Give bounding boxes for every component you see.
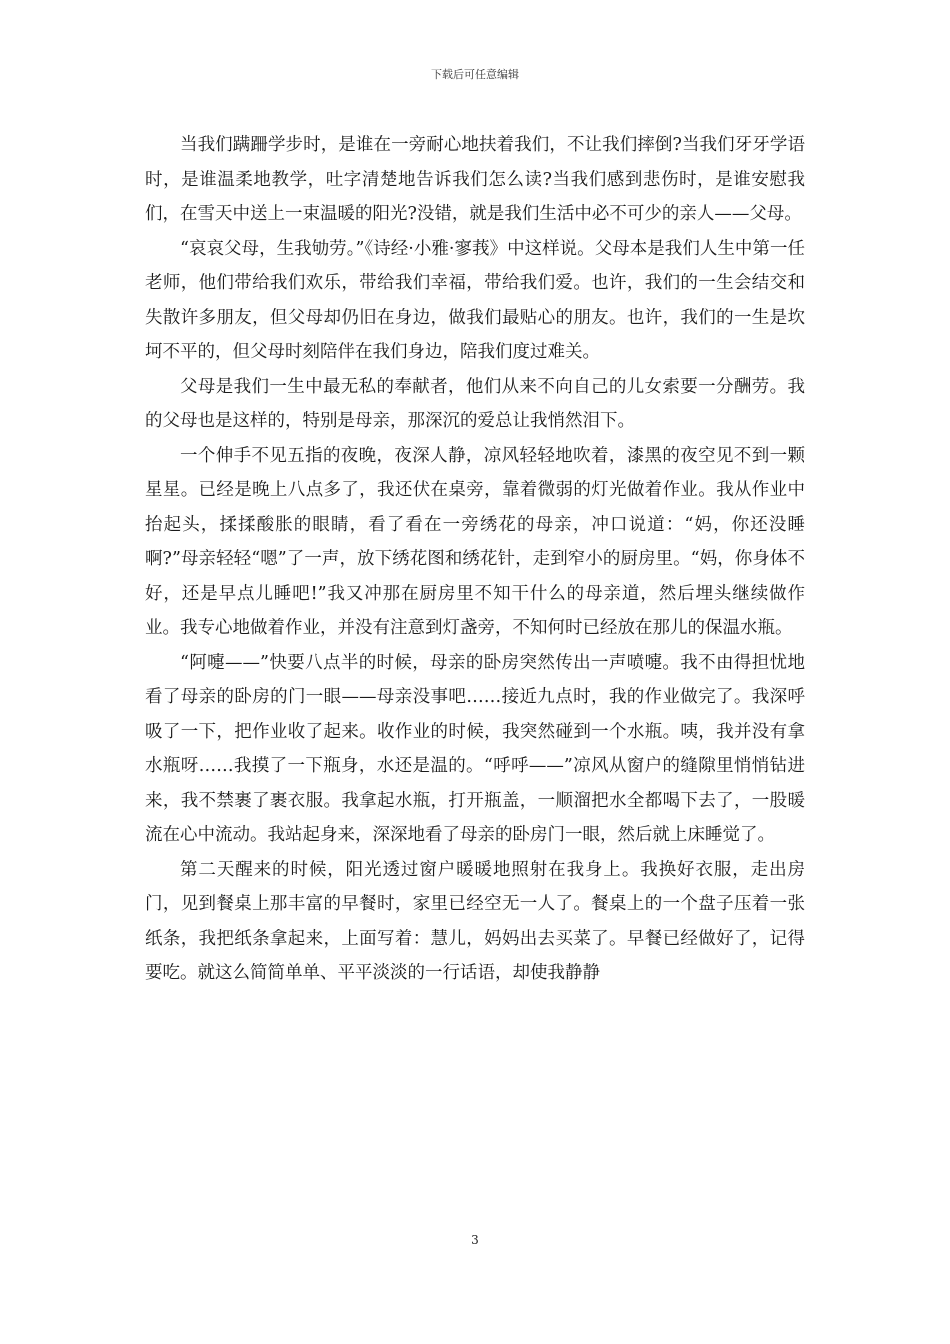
document-body [145,128,805,991]
paragraph-2: “哀哀父母，生我劬劳。”《诗经·小雅·寥莪》中这样说。父母本是我们人生中第一任老师，他们带给我们欢乐，带给我们幸福，带给我们爱。也许，我们的一生会结交和失散许多朋友，但父母却仍旧在身边，做我们最贴心的朋友。也许，我们的一生是坎坷不平的，但父母时刻陪伴在我们身边，陪我们度过难关。 [145,238,805,362]
paragraph-5: “阿嚏——”快要八点半的时候，母亲的卧房突然传出一声喷嚏。我不由得担忧地看了母亲的卧房的门一眼——母亲没事吧……接近九点时，我的作业做完了。我深呼吸了一下，把作业收了起来。收作业的时候，我突然碰到一个水瓶。咦，我并没有拿水瓶呀……我摸了一下瓶身，水还是温的。“呼呼——”凉风从窗户的缝隙里悄悄钻进来，我不禁裹了裹衣服。我拿起水瓶，打开瓶盖，一顺溜把水全都喝下去了，一股暖流在心中流动。我站起身来，深深地看了母亲的卧房门一眼，然后就上床睡觉了。 [145,652,805,845]
paragraph-6: 第二天醒来的时候，阳光透过窗户暖暖地照射在我身上。我换好衣服，走出房门，见到餐桌上那丰富的早餐时，家里已经空无一人了。餐桌上的一个盘子压着一张纸条，我把纸条拿起来，上面写着：慧儿，妈妈出去买菜了。早餐已经做好了，记得要吃。就这么简简单单、平平淡淡的一行话语，却使我静静 [145,859,805,983]
page-header: 下载后可任意编辑 [431,68,519,81]
paragraph-1: 当我们蹒跚学步时，是谁在一旁耐心地扶着我们，不让我们摔倒?当我们牙牙学语时，是谁温柔地教学，吐字清楚地告诉我们怎么读?当我们感到悲伤时，是谁安慰我们，在雪天中送上一束温暖的阳光?没错，就是我们生活中必不可少的亲人——父母。 [145,135,805,224]
page-number: 3 [471,1233,479,1247]
paragraph-4: 一个伸手不见五指的夜晚，夜深人静，凉风轻轻地吹着，漆黑的夜空见不到一颗星星。已经是晚上八点多了，我还伏在桌旁，靠着微弱的灯光做着作业。我从作业中抬起头，揉揉酸胀的眼睛，看了看在一旁绣花的母亲，冲口说道：“妈，你还没睡啊?”母亲轻轻“嗯”了一声，放下绣花图和绣花针，走到窄小的厨房里。“妈，你身体不好，还是早点儿睡吧!”我又冲那在厨房里不知干什么的母亲道，然后埋头继续做作业。我专心地做着作业，并没有注意到灯盏旁，不知何时已经放在那儿的保温水瓶。 [145,445,805,638]
paragraph-3: 父母是我们一生中最无私的奉献者，他们从来不向自己的儿女索要一分酬劳。我的父母也是这样的，特别是母亲，那深沉的爱总让我悄然泪下。 [145,376,805,431]
